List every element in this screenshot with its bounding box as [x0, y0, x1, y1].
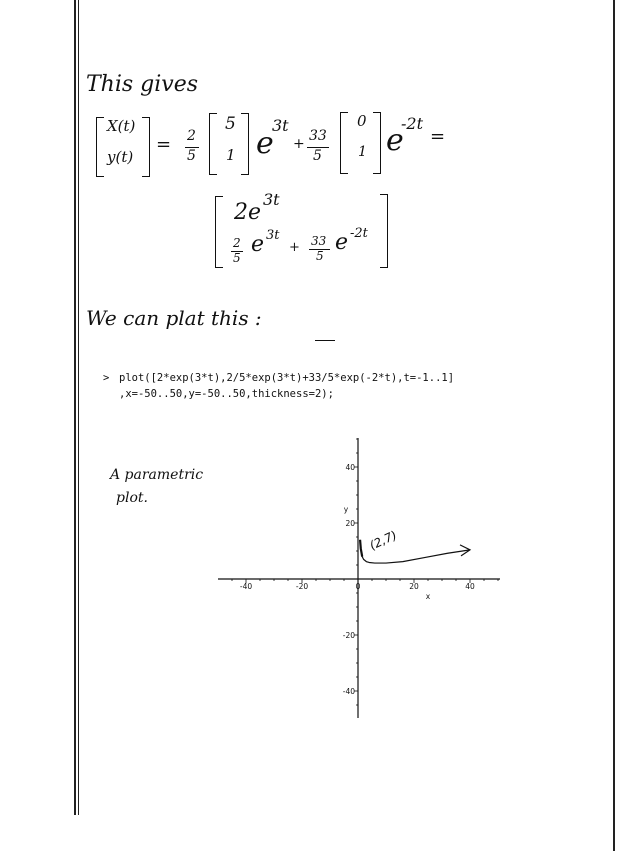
result-bottom-exp1: 3t	[266, 228, 280, 243]
x-tick-label: 20	[409, 582, 419, 591]
we-can-plot-text: We can plat this :	[86, 306, 262, 330]
x-tick-label: 40	[465, 582, 475, 591]
vec2-top: 0	[357, 112, 367, 130]
plus-1: +	[293, 136, 305, 152]
y-tick-label: -20	[342, 631, 355, 640]
command-prompt: >	[103, 372, 110, 384]
result-bottom-coef-num: 2	[233, 236, 241, 250]
lhs-bottom: y(t)	[107, 148, 134, 166]
result-bottom-coef2-num: 33	[311, 234, 327, 248]
vec1-bottom: 1	[226, 146, 236, 164]
coef1-num: 2	[187, 128, 196, 144]
result-bottom-exp2: -2t	[350, 226, 368, 241]
e-1: e	[256, 126, 274, 161]
plot-annotation	[360, 528, 470, 563]
coef2-den: 5	[313, 148, 322, 164]
vec1-top: 5	[225, 114, 236, 134]
equals-sign-1: =	[156, 134, 172, 155]
exp2: -2t	[401, 114, 424, 133]
this-gives-text: This gives	[86, 72, 199, 97]
result-bottom-e1: e	[251, 232, 265, 257]
x-tick-label: -20	[295, 582, 309, 591]
coef1-den: 5	[187, 148, 196, 164]
x-tick-label: -40	[239, 582, 253, 591]
lhs-top: X(t)	[107, 117, 136, 135]
result-bottom-plus: +	[289, 240, 300, 255]
result-top: 2e	[234, 200, 262, 225]
parametric-note-line1: A parametric	[110, 467, 204, 483]
y-axis-label: y	[343, 505, 349, 514]
vec2-bottom: 1	[358, 144, 367, 160]
command-line-1: plot([2*exp(3*t),2/5*exp(3*t)+33/5*exp(-2*t),t=-1..1]	[119, 372, 455, 384]
y-tick-label: -40	[342, 687, 355, 696]
coef2-num: 33	[309, 128, 327, 144]
x-axis-label: x	[425, 592, 431, 601]
x-tick-label: 0	[355, 582, 361, 591]
y-tick-label: 40	[345, 463, 355, 472]
command-line-2: ,x=-50..50,y=-50..50,thickness=2);	[119, 388, 334, 400]
e-2: e	[386, 123, 404, 158]
plot-axes	[218, 438, 500, 718]
y-tick-label: 20	[345, 519, 355, 528]
exp1: 3t	[272, 116, 289, 135]
result-bottom-coef2-den: 5	[316, 249, 324, 263]
result-bottom-e2: e	[335, 230, 349, 255]
point-label: (2,7)	[367, 528, 400, 553]
plot-ticks	[232, 439, 498, 705]
result-top-exp: 3t	[263, 190, 280, 209]
equals-sign-2: =	[430, 126, 446, 147]
parametric-note-line2: plot.	[116, 490, 148, 506]
result-bottom-coef-den: 5	[233, 251, 241, 265]
